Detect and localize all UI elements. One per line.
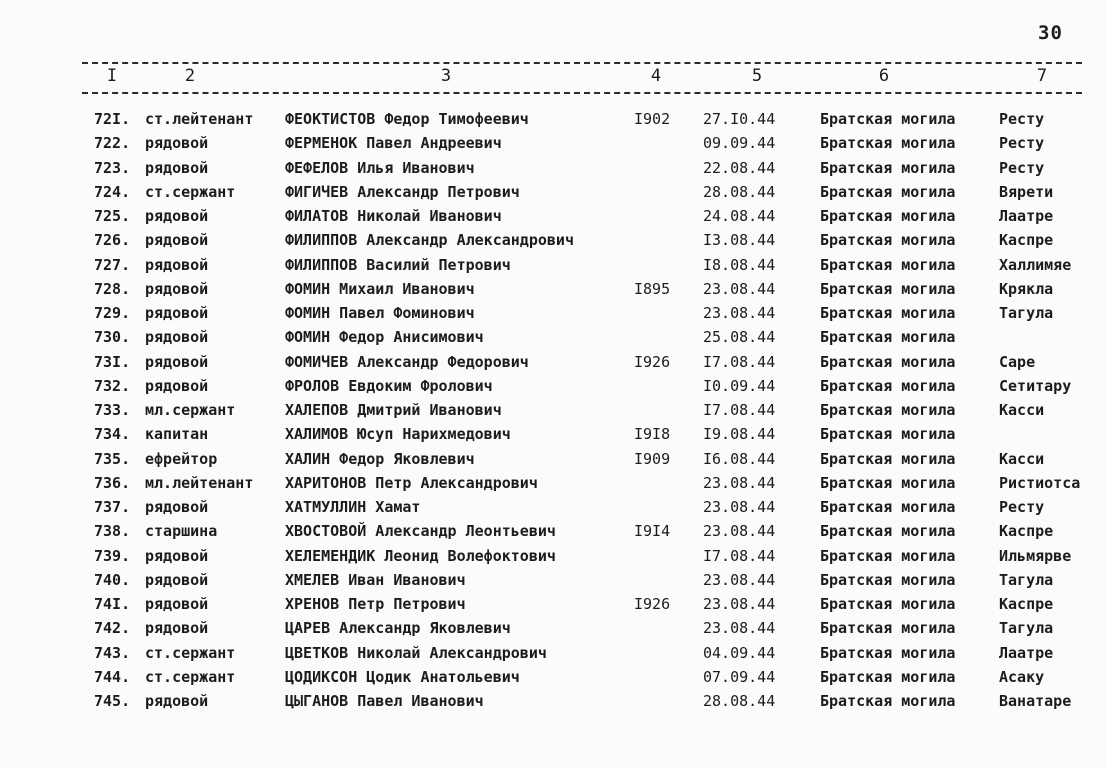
birth-year: I9I8	[634, 425, 671, 444]
military-rank: ст.лейтенант	[145, 110, 254, 128]
military-rank: рядовой	[145, 328, 209, 347]
table-row	[0, 592, 1107, 616]
burial-place: Касси	[999, 449, 1045, 468]
full-name: ХАТМУЛЛИН Хамат	[285, 498, 421, 516]
death-date: 23.08.44	[703, 304, 776, 322]
military-rank: капитан	[145, 425, 209, 444]
record-number: 733.	[94, 401, 131, 419]
death-date: I8.08.44	[703, 255, 776, 274]
burial-type: Братская могила	[820, 110, 956, 128]
burial-type: Братская могила	[820, 570, 956, 589]
full-name: ХАЛИН Федор Яковлевич	[285, 449, 475, 468]
military-rank: рядовой	[145, 255, 209, 274]
burial-place: Саре	[999, 352, 1036, 371]
burial-type: Братская могила	[820, 546, 956, 565]
table-row	[0, 616, 1107, 640]
record-number: 737.	[94, 498, 131, 516]
birth-year: I895	[634, 279, 671, 298]
table-row	[0, 398, 1107, 422]
burial-type: Братская могила	[820, 279, 956, 298]
military-rank: ст.сержант	[145, 643, 236, 662]
burial-place: Ристиотса	[999, 473, 1081, 492]
birth-year: I902	[634, 110, 671, 128]
full-name: ФИГИЧЕВ Александр Петрович	[285, 182, 520, 201]
header-rule-top	[82, 62, 1082, 64]
burial-place: Лаатре	[999, 643, 1054, 662]
full-name: ФЕОКТИСТОВ Федор Тимофеевич	[285, 110, 529, 128]
record-number: 742.	[94, 619, 131, 638]
table-row	[0, 665, 1107, 689]
table-row	[0, 447, 1107, 471]
military-rank: ст.сержант	[145, 667, 236, 686]
death-date: 23.08.44	[703, 595, 776, 613]
record-number: 740.	[94, 570, 131, 589]
military-rank: мл.сержант	[145, 401, 236, 419]
burial-type: Братская могила	[820, 667, 956, 686]
death-date: I7.08.44	[703, 401, 776, 419]
table-row	[0, 374, 1107, 398]
record-number: 735.	[94, 449, 131, 468]
burial-type: Братская могила	[820, 376, 956, 395]
death-date: 23.08.44	[703, 473, 776, 492]
table-row	[0, 422, 1107, 446]
death-date: 25.08.44	[703, 328, 776, 347]
death-date: 24.08.44	[703, 207, 776, 225]
header-rule-bottom	[82, 92, 1082, 94]
full-name: ФРОЛОВ Евдоким Фролович	[285, 376, 493, 395]
column-header-6: 6	[878, 66, 890, 86]
full-name: ФОМИЧЕВ Александр Федорович	[285, 352, 529, 371]
military-rank: рядовой	[145, 352, 209, 371]
record-number: 738.	[94, 522, 131, 541]
birth-year: I926	[634, 595, 671, 613]
full-name: ЦОДИКСОН Цодик Анатольевич	[285, 667, 520, 686]
military-rank: рядовой	[145, 498, 209, 516]
record-number: 744.	[94, 667, 131, 686]
burial-place: Крякла	[999, 279, 1054, 298]
burial-place: Ванатаре	[999, 692, 1072, 710]
burial-place: Лаатре	[999, 207, 1054, 225]
death-date: I3.08.44	[703, 231, 776, 250]
burial-type: Братская могила	[820, 352, 956, 371]
death-date: 23.08.44	[703, 522, 776, 541]
burial-place: Каспре	[999, 522, 1054, 541]
military-rank: рядовой	[145, 692, 209, 710]
burial-place: Халлимяе	[999, 255, 1072, 274]
record-number: 74I.	[94, 595, 131, 613]
table-row	[0, 301, 1107, 325]
burial-type: Братская могила	[820, 619, 956, 638]
table-row	[0, 325, 1107, 349]
full-name: ХВОСТОВОЙ Александр Леонтьевич	[285, 522, 556, 541]
burial-place: Сетитару	[999, 376, 1072, 395]
record-number: 726.	[94, 231, 131, 250]
burial-type: Братская могила	[820, 158, 956, 177]
record-number: 730.	[94, 328, 131, 347]
record-number: 728.	[94, 279, 131, 298]
military-rank: рядовой	[145, 546, 209, 565]
record-number: 73I.	[94, 352, 131, 371]
military-rank: рядовой	[145, 619, 209, 638]
military-rank: рядовой	[145, 570, 209, 589]
full-name: ЦВЕТКОВ Николай Александрович	[285, 643, 547, 662]
military-rank: рядовой	[145, 158, 209, 177]
burial-place: Тагула	[999, 570, 1054, 589]
record-number: 734.	[94, 425, 131, 444]
birth-year: I926	[634, 352, 671, 371]
burial-type: Братская могила	[820, 401, 956, 419]
birth-year: I909	[634, 449, 671, 468]
burial-place: Ильмярве	[999, 546, 1072, 565]
burial-type: Братская могила	[820, 449, 956, 468]
military-rank: рядовой	[145, 595, 209, 613]
burial-register-table	[0, 107, 1107, 713]
burial-type: Братская могила	[820, 498, 956, 516]
column-header-4: 4	[650, 66, 662, 86]
death-date: 23.08.44	[703, 619, 776, 638]
record-number: 727.	[94, 255, 131, 274]
burial-type: Братская могила	[820, 595, 956, 613]
burial-place: Ресту	[999, 110, 1045, 128]
table-row	[0, 495, 1107, 519]
military-rank: рядовой	[145, 207, 209, 225]
death-date: 23.08.44	[703, 498, 776, 516]
record-number: 739.	[94, 546, 131, 565]
death-date: I9.08.44	[703, 425, 776, 444]
record-number: 732.	[94, 376, 131, 395]
record-number: 72I.	[94, 110, 131, 128]
military-rank: рядовой	[145, 231, 209, 250]
burial-place: Касси	[999, 401, 1045, 419]
full-name: ЦЫГАНОВ Павел Иванович	[285, 692, 484, 710]
column-header-3: 3	[440, 66, 452, 86]
death-date: I6.08.44	[703, 449, 776, 468]
table-row	[0, 350, 1107, 374]
column-header-7: 7	[1036, 66, 1048, 86]
table-row	[0, 519, 1107, 543]
record-number: 729.	[94, 304, 131, 322]
column-header-2: 2	[184, 66, 196, 86]
burial-place: Каспре	[999, 231, 1054, 250]
full-name: ФОМИН Павел Фоминович	[285, 304, 475, 322]
burial-type: Братская могила	[820, 522, 956, 541]
burial-place: Ресту	[999, 158, 1045, 177]
birth-year: I9I4	[634, 522, 671, 541]
record-number: 723.	[94, 158, 131, 177]
full-name: ХАРИТОНОВ Петр Александрович	[285, 473, 538, 492]
death-date: 09.09.44	[703, 134, 776, 153]
military-rank: ефрейтор	[145, 449, 218, 468]
table-row	[0, 180, 1107, 204]
table-row	[0, 689, 1107, 713]
full-name: ХМЕЛЕВ Иван Иванович	[285, 570, 466, 589]
full-name: ЦАРЕВ Александр Яковлевич	[285, 619, 511, 638]
full-name: ФИЛИППОВ Василий Петрович	[285, 255, 511, 274]
death-date: 27.I0.44	[703, 110, 776, 128]
full-name: ФИЛИППОВ Александр Александрович	[285, 231, 574, 250]
full-name: ХРЕНОВ Петр Петрович	[285, 595, 466, 613]
death-date: 07.09.44	[703, 667, 776, 686]
table-row	[0, 277, 1107, 301]
full-name: ФИЛАТОВ Николай Иванович	[285, 207, 502, 225]
record-number: 736.	[94, 473, 131, 492]
military-rank: рядовой	[145, 279, 209, 298]
death-date: 28.08.44	[703, 692, 776, 710]
burial-type: Братская могила	[820, 304, 956, 322]
burial-type: Братская могила	[820, 643, 956, 662]
column-header-5: 5	[751, 66, 763, 86]
death-date: I7.08.44	[703, 546, 776, 565]
military-rank: ст.сержант	[145, 182, 236, 201]
burial-place: Вярети	[999, 182, 1054, 201]
table-row	[0, 204, 1107, 228]
death-date: I0.09.44	[703, 376, 776, 395]
table-row	[0, 131, 1107, 155]
death-date: I7.08.44	[703, 352, 776, 371]
table-row	[0, 568, 1107, 592]
table-row	[0, 228, 1107, 252]
death-date: 28.08.44	[703, 182, 776, 201]
burial-place: Каспре	[999, 595, 1054, 613]
military-rank: мл.лейтенант	[145, 473, 254, 492]
table-row	[0, 253, 1107, 277]
burial-place: Ресту	[999, 134, 1045, 153]
full-name: ХАЛЕПОВ Дмитрий Иванович	[285, 401, 502, 419]
death-date: 23.08.44	[703, 570, 776, 589]
military-rank: рядовой	[145, 376, 209, 395]
full-name: ФОМИН Михаил Иванович	[285, 279, 475, 298]
death-date: 22.08.44	[703, 158, 776, 177]
burial-type: Братская могила	[820, 231, 956, 250]
page-number: 30	[1038, 22, 1063, 44]
burial-type: Братская могила	[820, 255, 956, 274]
record-number: 725.	[94, 207, 131, 225]
table-row	[0, 156, 1107, 180]
full-name: ФОМИН Федор Анисимович	[285, 328, 484, 347]
table-row	[0, 641, 1107, 665]
burial-type: Братская могила	[820, 182, 956, 201]
record-number: 724.	[94, 182, 131, 201]
burial-type: Братская могила	[820, 328, 956, 347]
burial-type: Братская могила	[820, 473, 956, 492]
column-header-1: I	[106, 66, 118, 86]
full-name: ХЕЛЕМЕНДИК Леонид Волефоктович	[285, 546, 556, 565]
death-date: 04.09.44	[703, 643, 776, 662]
record-number: 743.	[94, 643, 131, 662]
burial-place: Тагула	[999, 304, 1054, 322]
burial-type: Братская могила	[820, 692, 956, 710]
military-rank: рядовой	[145, 304, 209, 322]
record-number: 722.	[94, 134, 131, 153]
full-name: ФЕРМЕНОК Павел Андреевич	[285, 134, 502, 153]
table-row	[0, 544, 1107, 568]
burial-type: Братская могила	[820, 134, 956, 153]
record-number: 745.	[94, 692, 131, 710]
table-row	[0, 107, 1107, 131]
table-row	[0, 471, 1107, 495]
burial-place: Тагула	[999, 619, 1054, 638]
full-name: ФЕФЕЛОВ Илья Иванович	[285, 158, 475, 177]
military-rank: старшина	[145, 522, 218, 541]
burial-place: Асаку	[999, 667, 1045, 686]
burial-type: Братская могила	[820, 425, 956, 444]
burial-type: Братская могила	[820, 207, 956, 225]
burial-place: Ресту	[999, 498, 1045, 516]
military-rank: рядовой	[145, 134, 209, 153]
full-name: ХАЛИМОВ Юсуп Нарихмедович	[285, 425, 511, 444]
death-date: 23.08.44	[703, 279, 776, 298]
